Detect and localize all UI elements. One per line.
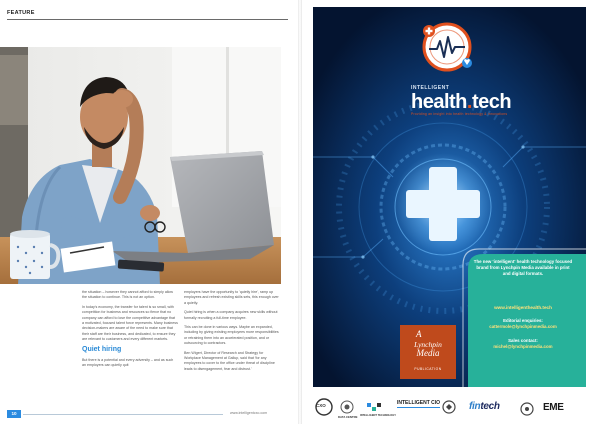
brand-word-tech: tech — [471, 91, 512, 113]
brand-word-dot: . — [466, 91, 472, 113]
article-paragraph: In today's economy, the transfer for talent is so small, with competition for business and resources so fierce that no company can afford to lose the competitive advantage that a motivated, focused talent force represents. Many business decision-makers are aware of the need to make sure that their staff are their business, and dedicated, to ensure they are relevant to customers and every different markets. — [82, 304, 178, 342]
page-number: 10 — [7, 410, 21, 418]
round-emblem-icon — [442, 400, 456, 414]
fintech-rest: tech — [480, 401, 500, 412]
promo-text: The new 'intelligent' health technology focused brand from Lynchpin Media available in print and digital formats. — [473, 259, 573, 276]
article-paragraph: the situation – however they cannot afford to simply allow the situation to continue. This is not an option. — [82, 290, 174, 300]
brand-wordmark — [411, 91, 511, 113]
intelligent-cio-logo: INTELLIGENT CIO — [397, 400, 441, 406]
brand-small-label: INTELLIGENT — [411, 85, 450, 91]
eme-logo: EME — [543, 402, 564, 413]
brand-word-health: health — [411, 91, 467, 113]
page-footer — [0, 407, 300, 417]
sales-email[interactable]: michel@lynchpinmedia.com — [493, 344, 553, 349]
cxo-logo: CXO — [316, 403, 326, 408]
fintech-logo — [469, 401, 500, 412]
article-column-2 — [184, 290, 280, 376]
editorial-email[interactable]: cattermole@lynchpinmedia.com — [489, 324, 557, 329]
promo-website-link[interactable]: www.intelligenthealth.tech — [494, 305, 552, 310]
data-centre-logo-icon — [340, 400, 354, 414]
footer-divider — [23, 414, 223, 415]
publisher-lynchpin: Lynchpin — [414, 340, 442, 349]
health-tech-logo-icon — [417, 19, 477, 75]
emblem-icon — [520, 402, 534, 416]
page-spine — [298, 0, 302, 424]
article-paragraph: This can be done in various ways. Maybe an expanded, including by giving existing employees more responsibilities or retraining them into an accelerated position, and or outsourcing to contractors. — [184, 325, 279, 346]
publisher-media: Media — [416, 348, 440, 358]
section-label: FEATURE — [7, 10, 35, 16]
publisher-label: PUBLICATION — [414, 367, 442, 371]
article-paragraph: But there is a potential and every adversity – and as such an employers can quietly quit — [82, 358, 174, 368]
fintech-fi: fin — [469, 401, 481, 412]
editorial-label: Editorial enquiries: — [503, 318, 543, 323]
section-divider — [7, 19, 288, 20]
publisher-a: A — [416, 329, 422, 339]
sales-label: Sales contact: — [508, 338, 538, 343]
intelligent-tech-logo-icon — [366, 401, 382, 413]
health-tech-advert — [313, 7, 586, 387]
article-paragraph: Ben Wigert, Director of Research and Strategy for Workplace Management at Gallup, said that 'for any employees to cover to the office under threat of discipline leads to disengagement, fear and distrust.' — [184, 350, 275, 371]
lynchpin-media-badge — [400, 325, 456, 379]
site-url[interactable]: www.intelligentcxo.com — [230, 411, 268, 415]
article-paragraph: employers have the opportunity to 'quietly hire', ramp up employees and refresh existing skills sets, this enough over a quietly. — [184, 290, 279, 305]
article-photo — [0, 47, 281, 284]
intelligent-tech-logo: INTELLIGENT TECHNOLOGY — [360, 414, 397, 417]
article-subhead: Quiet hiring — [82, 345, 122, 353]
article-column-1 — [82, 290, 178, 373]
brand-tagline: Providing an insight into health technology & innovations — [411, 112, 508, 116]
article-paragraph: Quiet hiring is when a company acquires new skills without formally recruiting a full-time employee. — [184, 310, 278, 320]
data-centre-logo: DATA CENTRE — [338, 415, 358, 419]
